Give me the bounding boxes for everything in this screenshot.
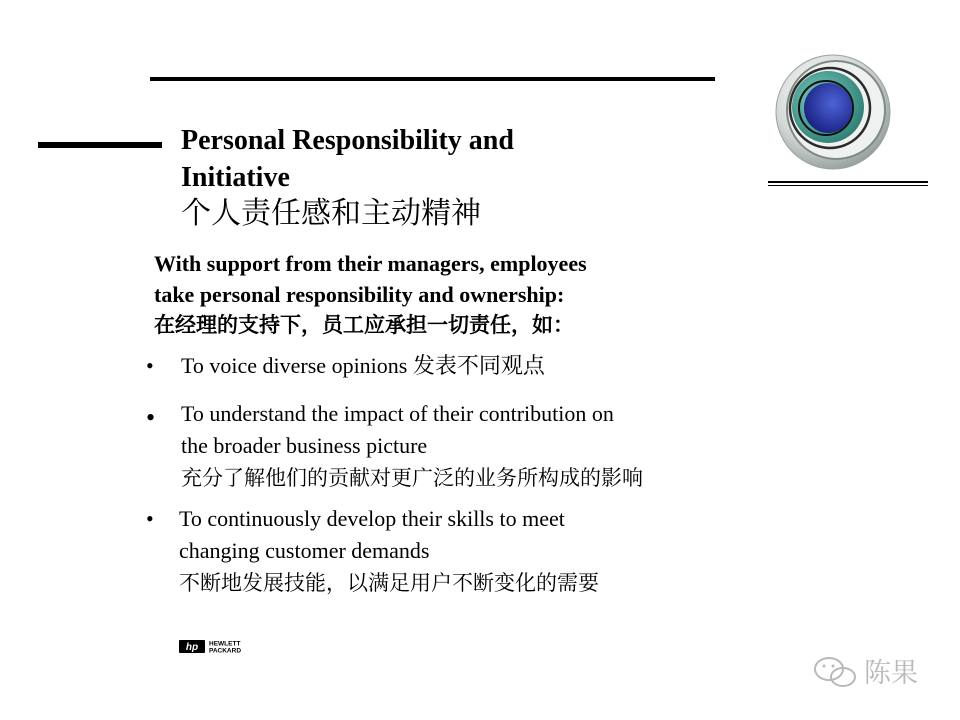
bullet-marker-1: • (146, 353, 154, 378)
bullet-item-1 (181, 350, 545, 382)
slide-title (181, 122, 514, 196)
intro-paragraph (154, 248, 587, 341)
hp-logo-line-1: HEWLETT (209, 640, 241, 648)
logo-divider-bottom (768, 185, 928, 186)
concentric-orb-icon (770, 50, 900, 180)
hp-mark: hp (185, 642, 199, 653)
bullet-3-line-chinese: 不断地发展技能，以满足用户不断变化的需要 (179, 571, 599, 595)
slide-title-chinese: 个人责任感和主动精神 (181, 196, 481, 231)
bullet-3-line-1: To continuously develop their skills to meet (179, 506, 565, 531)
title-accent-bar (38, 142, 162, 148)
bullet-2-line-2: the broader business picture (181, 433, 428, 458)
bullet-item-2 (181, 398, 643, 494)
wechat-icon (815, 658, 855, 686)
bullet-2-line-chinese: 充分了解他们的贡献对更广泛的业务所构成的影响 (181, 466, 643, 490)
wechat-watermark (812, 652, 937, 692)
watermark-text: 陈果 (864, 658, 918, 689)
bullet-marker-2: • (146, 403, 156, 432)
slide-title-line-2: Initiative (181, 162, 290, 193)
slide-title-line-1: Personal Responsibility and (181, 125, 514, 156)
bullet-item-3 (179, 503, 599, 599)
hewlett-packard-logo (179, 639, 269, 654)
intro-line-2: take personal responsibility and ownership: (154, 282, 565, 307)
bullet-2-line-1: To understand the impact of their contribution on (181, 401, 614, 426)
logo-divider-top (768, 181, 928, 183)
intro-line-1: With support from their managers, employees (154, 251, 587, 276)
bullet-marker-3: • (146, 506, 154, 531)
bullet-1-line-1: To voice diverse opinions 发表不同观点 (181, 353, 545, 378)
intro-line-chinese: 在经理的支持下，员工应承担一切责任，如： (154, 313, 574, 337)
hp-logo-line-2: PACKARD (209, 647, 242, 654)
bullet-3-line-2: changing customer demands (179, 538, 430, 563)
top-divider (150, 77, 715, 81)
